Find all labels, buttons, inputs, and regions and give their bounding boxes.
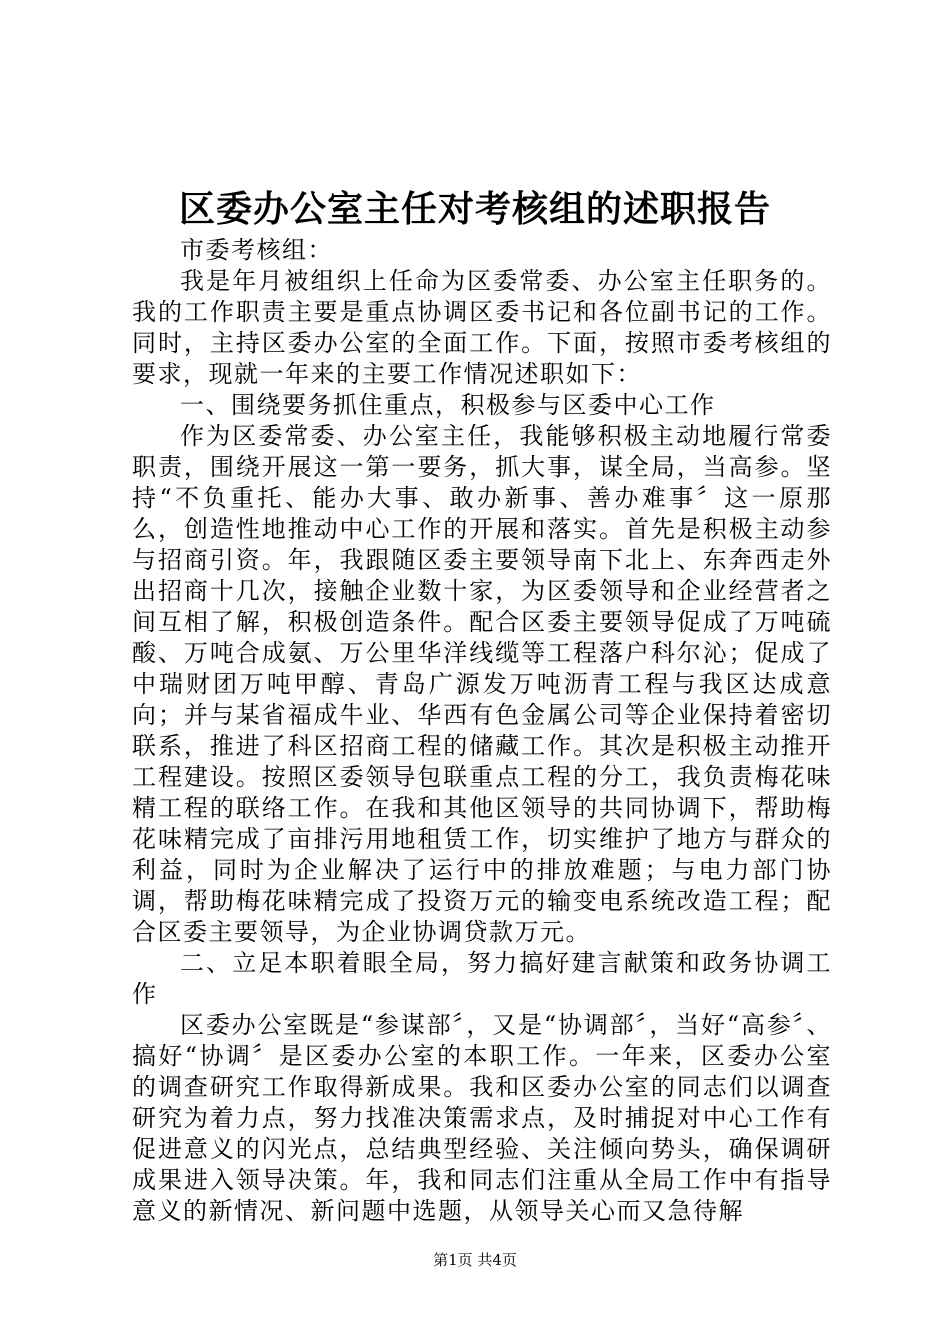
section-heading: 一、围绕要务抓住重点，积极参与区委中心工作 [180,391,716,419]
page-footer: 第1页 共4页 [433,1251,517,1269]
salutation: 市委考核组： [180,236,333,264]
body-paragraph: 区委办公室既是“参谋部〞，又是“协调部〞，当好“高参〞、搞好“协调〞是区委办公室的本职工作。一年来，区委办公室的调查研究工作取得新成果。我和区委办公室的同志们以调查研究为着力点，努力找准决策需求点，及时捕捉对中心工作有促进意义的闪光点，总结典型经验、关注倾向势头，确保调研成果进入领导决策。年，我和同志们注重从全局工作中有指导意义的新情况、新问题中选题，从领导关心而又急待解 [132,1011,832,1225]
body-paragraph: 作为区委常委、办公室主任，我能够积极主动地履行常委职责，围绕开展这一第一要务，抓大事，谋全局，当高参。坚持“不负重托、能办大事、敢办新事、善办难事〞这一原那么，创造性地推动中心工作的开展和落实。首先是积极主动参与招商引资。年，我跟随区委主要领导南下北上、东奔西走外出招商十几次，接触企业数十家，为区委领导和企业经营者之间互相了解，积极创造条件。配合区委主要领导促成了万吨硫酸、万吨合成氨、万公里华洋线缆等工程落户科尔沁；促成了中瑞财团万吨甲醇、青岛广源发万吨沥青工程与我区达成意向；并与某省福成牛业、华西有色金属公司等企业保持着密切联系，推进了科区招商工程的储藏工作。其次是积极主动推开工程建设。按照区委领导包联重点工程的分工，我负责梅花味精工程的联络工作。在我和其他区领导的共同协调下，帮助梅花味精完成了亩排污用地租赁工作，切实维护了地方与群众的利益，同时为企业解决了运行中的排放难题；与电力部门协调，帮助梅花味精完成了投资万元的输变电系统改造工程；配合区委主要领导，为企业协调贷款万元。 [132,422,832,946]
document-body [132,235,832,1227]
section-heading: 二、立足本职着眼全局，努力搞好建言献策和政务协调工作 [132,949,832,1008]
document-title: 区委办公室主任对考核组的述职报告 [178,188,771,230]
body-paragraph: 我是年月被组织上任命为区委常委、办公室主任职务的。我的工作职责主要是重点协调区委书记和各位副书记的工作。同时，主持区委办公室的全面工作。下面，按照市委考核组的要求，现就一年来的主要工作情况述职如下： [132,267,832,388]
